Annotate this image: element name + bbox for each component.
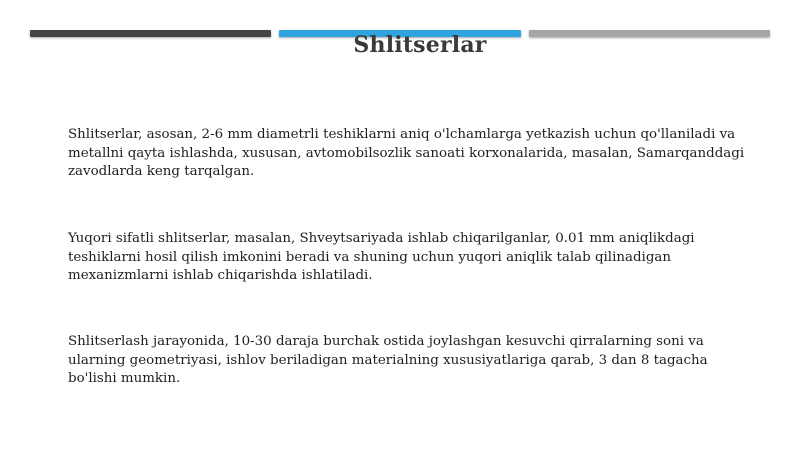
paragraph-3: Shlitserlash jarayonida, 10-30 daraja burchak ostida joylashgan kesuvchi qirralarning soni va ularning geometriyasi, ishlov beriladigan materialning xususiyatlariga qarab, 3 dan 8 tagacha bo'lishi mumkin. xyxy=(68,334,708,386)
paragraph-1: Shlitserlar, asosan, 2-6 mm diametrli teshiklarni aniq o'lchamlarga yetkazish uchun qo'llaniladi va metallni qayta ishlashda, xususan, avtomobilsozlik sanoati korxonalarida, masalan, Samarqanddagi zavodlarda keng tarqalgan. xyxy=(68,127,745,179)
paragraph-2: Yuqori sifatli shlitserlar, masalan, Shveytsariyada ishlab chiqarilganlar, 0.01 mm aniqlikdagi teshiklarni hosil qilish imkonini beradi va shuning uchun yuqori aniqlik talab qilinadigan mexanizmlarni ishlab chiqarishda ishlatiladi. xyxy=(68,231,695,283)
slide-title: Shlitserlar xyxy=(353,32,487,58)
